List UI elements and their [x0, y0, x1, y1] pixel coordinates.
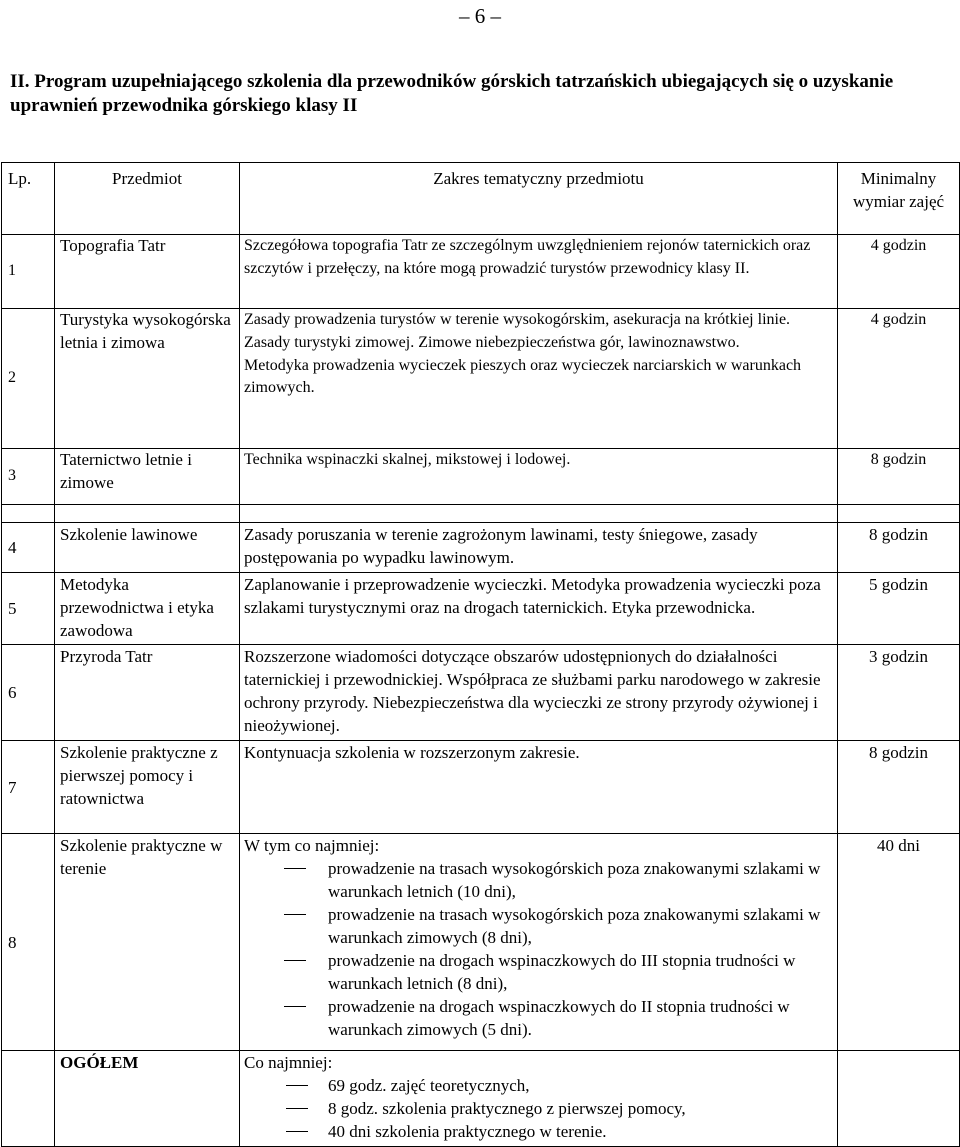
row-subject: Szkolenie praktyczne z pierwszej pomocy i ratownictwa: [55, 741, 240, 834]
scope-line: Zasady poruszania w terenie zagrożonym lawinami, testy śniegowe, zasady postępowania po wypadku lawinowym.: [244, 525, 758, 567]
spacer-cell: [240, 505, 838, 523]
row-hours: 4 godzin: [838, 235, 960, 309]
total-number-cell: [2, 1051, 55, 1147]
row-hours: 40 dni: [838, 834, 960, 1051]
scope-line: Kontynuacja szkolenia w rozszerzonym zakresie.: [244, 743, 580, 762]
row-subject: Szkolenie praktyczne w terenie: [55, 834, 240, 1051]
list-item: prowadzenie na trasach wysokogórskich poza znakowanymi szlakami w warunkach letnich (10 dni),: [244, 857, 833, 903]
row-number: 3: [2, 449, 55, 505]
header-subject: Przedmiot: [55, 163, 240, 235]
total-scope: [240, 1051, 838, 1147]
scope-line: Zaplanowanie i przeprowadzenie wycieczki. Metodyka prowadzenia wycieczki poza szlakami turystycznymi oraz na drogach taternickich. Etyka przewodnicka.: [244, 575, 821, 617]
table-header-row: [2, 163, 960, 235]
row-hours: 3 godzin: [838, 645, 960, 741]
table-row: [2, 645, 960, 741]
section-heading: II. Program uzupełniającego szkolenia dla przewodników górskich tatrzańskich ubiegających się o uzyskanie uprawnień przewodnika górskiego klasy II: [10, 71, 894, 116]
program-table: [1, 162, 960, 1147]
row-number: 1: [2, 235, 55, 309]
total-label: OGÓŁEM: [55, 1051, 240, 1147]
row-scope: [240, 309, 838, 449]
row-scope: [240, 645, 838, 741]
total-hours-cell: [838, 1051, 960, 1147]
row-scope: [240, 573, 838, 645]
row-scope: [240, 523, 838, 573]
list-item: 8 godz. szkolenia praktycznego z pierwszej pomocy,: [244, 1097, 833, 1120]
row-subject: Topografia Tatr: [55, 235, 240, 309]
table-row: [2, 449, 960, 505]
row-subject: Turystyka wysokogórska letnia i zimowa: [55, 309, 240, 449]
list-item: 40 dni szkolenia praktycznego w terenie.: [244, 1120, 833, 1143]
row-hours: 8 godzin: [838, 449, 960, 505]
header-lp: Lp.: [2, 163, 55, 235]
table-row: [2, 235, 960, 309]
list-item: prowadzenie na drogach wspinaczkowych do II stopnia trudności w warunkach zimowych (5 dni).: [244, 995, 833, 1041]
table-row: [2, 741, 960, 834]
row-hours: 5 godzin: [838, 573, 960, 645]
table-total-row: [2, 1051, 960, 1147]
row-number: 7: [2, 741, 55, 834]
row-number: 4: [2, 523, 55, 573]
scope-line: Rozszerzone wiadomości dotyczące obszarów udostępnionych do działalności taternickiej i przewodnickiej. Współpraca ze służbami parku narodowego w zakresie ochrony przyrody. Niebezpieczeństwa dla wycieczki ze strony przyrody ożywionej i nieożywionej.: [244, 647, 821, 735]
scope-line: Zasady prowadzenia turystów w terenie wysokogórskim, asekuracja na krótkiej linie.: [244, 311, 791, 328]
row-subject: Metodyka przewodnictwa i etyka zawodowa: [55, 573, 240, 645]
row-subject: Przyroda Tatr: [55, 645, 240, 741]
table-row: [2, 309, 960, 449]
table-row: [2, 523, 960, 573]
scope-line: Metodyka prowadzenia wycieczek pieszych oraz wycieczek narciarskich w warunkach zimowych.: [244, 356, 802, 397]
spacer-cell: [55, 505, 240, 523]
row-number: 2: [2, 309, 55, 449]
total-intro: Co najmniej:: [244, 1053, 333, 1072]
spacer-cell: [2, 505, 55, 523]
header-scope: Zakres tematyczny przedmiotu: [240, 163, 838, 235]
row-subject: Taternictwo letnie i zimowe: [55, 449, 240, 505]
table-row: [2, 573, 960, 645]
row-scope: [240, 235, 838, 309]
row-subject: Szkolenie lawinowe: [55, 523, 240, 573]
header-hours: Minimalny wymiar zajęć: [838, 163, 960, 235]
row-hours: 8 godzin: [838, 523, 960, 573]
spacer-cell: [838, 505, 960, 523]
total-list: [244, 1074, 833, 1143]
scope-intro: W tym co najmniej:: [244, 836, 380, 855]
row-hours: 8 godzin: [838, 741, 960, 834]
row-scope: [240, 449, 838, 505]
row-scope: [240, 834, 838, 1051]
scope-line: Technika wspinaczki skalnej, mikstowej i lodowej.: [244, 451, 571, 468]
scope-list: [244, 857, 833, 1041]
page-number: – 6 –: [459, 4, 501, 28]
scope-line: Szczegółowa topografia Tatr ze szczególnym uwzględnieniem rejonów taternickich oraz szczytów i przełęczy, na które mogą prowadzić turystów przewodnicy klasy II.: [244, 237, 811, 277]
table-row: [2, 834, 960, 1051]
list-item: prowadzenie na drogach wspinaczkowych do III stopnia trudności w warunkach letnich (8 dni),: [244, 949, 833, 995]
list-item: prowadzenie na trasach wysokogórskich poza znakowanymi szlakami w warunkach zimowych (8 dni),: [244, 903, 833, 949]
row-number: 6: [2, 645, 55, 741]
row-hours: 4 godzin: [838, 309, 960, 449]
row-number: 8: [2, 834, 55, 1051]
table-spacer: [2, 505, 960, 523]
scope-line: Zasady turystyki zimowej. Zimowe niebezpieczeństwa gór, lawinoznawstwo.: [244, 333, 740, 351]
list-item: 69 godz. zajęć teoretycznych,: [244, 1074, 833, 1097]
row-scope: [240, 741, 838, 834]
row-number: 5: [2, 573, 55, 645]
